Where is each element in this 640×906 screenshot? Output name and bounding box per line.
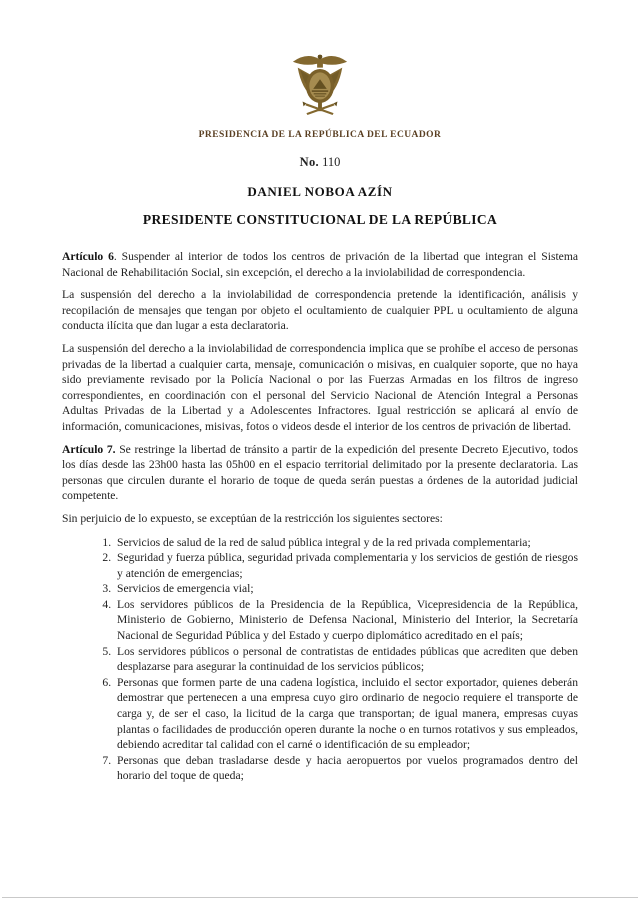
paragraphs	[62, 249, 578, 527]
paragraph: Artículo 7. Se restringe la libertad de tránsito a partir de la expedición del presente Decreto Ejecutivo, todos los días desde las 23h00 hasta las 05h00 en el espacio territorial delimitado por la presente declaratoria. Las personas que circulen durante el horario de toque de queda serán puestas a órdenes de la autoridad judicial competente.	[62, 442, 578, 503]
decree-number-label: No.	[299, 155, 319, 169]
article-label: Artículo 7.	[62, 442, 116, 456]
document-header	[0, 0, 640, 228]
coat-of-arms-icon	[289, 52, 351, 118]
exception-item: 1. Servicios de salud de la red de salud pública integral y de la red privada complementaria;	[114, 535, 578, 551]
decree-number-value: 110	[322, 155, 341, 169]
exception-item: 5. Los servidores públicos o personal de contratistas de entidades públicas que acrediten que deben desplazarse para asegurar la continuidad de los servicios públicos;	[114, 644, 578, 675]
decree-number	[0, 155, 640, 170]
exception-item: 3. Servicios de emergencia vial;	[114, 581, 578, 597]
president-title: PRESIDENTE CONSTITUCIONAL DE LA REPÚBLICA	[142, 212, 498, 227]
page-bottom-edge	[2, 897, 638, 898]
exception-item: 2. Seguridad y fuerza pública, seguridad privada complementaria y los servicios de gestión de riesgos y atención de emergencias;	[114, 550, 578, 581]
document-body	[62, 249, 578, 784]
paragraph: La suspensión del derecho a la inviolabilidad de correspondencia pretende la identificación, análisis y recopilación de mensajes que tengan por objeto el ocultamiento de cualquier PPL u ocultamiento de alguna conducta ilícita que dan lugar a esta declaratoria.	[62, 288, 578, 333]
exceptions-list	[62, 535, 578, 785]
article-label: Artículo 6	[62, 250, 114, 263]
letterhead-title: PRESIDENCIA DE LA REPÚBLICA DEL ECUADOR	[198, 130, 442, 140]
exception-item: 7. Personas que deban trasladarse desde y hacia aeropuertos por vuelos programados dentro del horario del toque de queda;	[114, 753, 578, 784]
exception-item: 6. Personas que formen parte de una cadena logística, incluido el sector exportador, quienes deberán demostrar que pertenecen a una empresa cuyo giro ordinario de negocio requiere el transporte de carga y, de ser el caso, la licitud de la carga que transportan; de igual manera, empresas cuyas plantas o facilidades de producción operen durante la noche o en turnos rotativos y sus empleados, debiendo acreditar tal calidad con el carné o identificación de su empleador;	[114, 675, 578, 753]
exception-item: 4. Los servidores públicos de la Presidencia de la República, Vicepresidencia de la República, Ministerio de Gobierno, Ministerio de Defensa Nacional, Ministerio del Interior, la Secretaría Nacional de Seguridad Pública y del Estado y cuerpo diplomático acreditado en el país;	[114, 597, 578, 644]
paragraph: Sin perjuicio de lo expuesto, se exceptúan de la restricción los siguientes sectores:	[62, 511, 443, 525]
president-name: DANIEL NOBOA AZÍN	[247, 184, 393, 199]
paragraph: La suspensión del derecho a la inviolabilidad de correspondencia implica que se prohíbe el acceso de personas privadas de la libertad a cualquier carta, mensaje, comunicación o misivas, en cualquier soporte, que no haya sido previamente revisado por la Policía Nacional o por las Fuerzas Armadas en los filtros de ingreso correspondientes, en coordinación con el personal del Servicio Nacional de Atención Integral a Personas Adultas Privadas de la Libertad y a Adolescentes Infractores. Igual restricción se aplicará al envío de información, comunicaciones, misivas, fotos o videos desde el interior de los centros de privación de libertad.	[62, 341, 578, 433]
paragraph: Artículo 6. Suspender al interior de todos los centros de privación de la libertad que integran el Sistema Nacional de Rehabilitación Social, sin excepción, el derecho a la inviolabilidad de correspondencia.	[62, 250, 578, 279]
